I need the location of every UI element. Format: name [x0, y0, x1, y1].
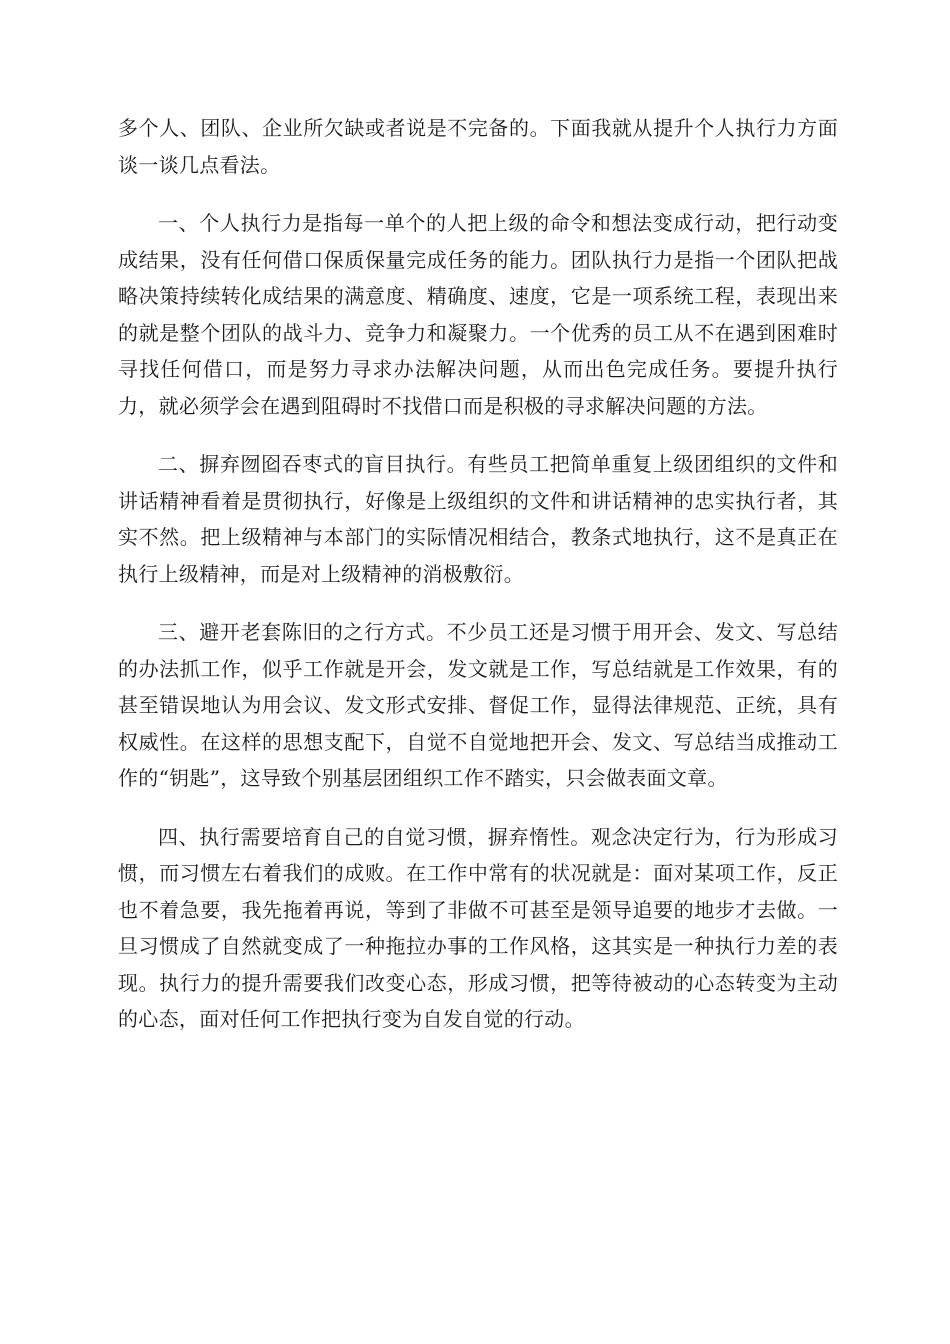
paragraph-point-three: 三、避开老套陈旧的之行方式。不少员工还是习惯于用开会、发文、写总结的办法抓工作，似乎工作就是开会，发文就是工作，写总结就是工作效果，有的甚至错误地认为用会议、发文形式安排、督促工作，显得法律规范、正统，具有权威性。在这样的思想支配下，自觉不自觉地把开会、发文、写总结当成推动工作的“钥匙”，这导致个别基层团组织工作不踏实，只会做表面文章。 — [118, 620, 838, 790]
paragraph-point-two: 二、摒弃囫囵吞枣式的盲目执行。有些员工把简单重复上级团组织的文件和讲话精神看着是贯彻执行，好像是上级组织的文件和讲话精神的忠实执行者，其实不然。把上级精神与本部门的实际情况相结合，教条式地执行，这不是真正在执行上级精神，而是对上级精神的消极敷衍。 — [118, 452, 838, 586]
document-body — [118, 110, 838, 1060]
paragraph-point-four: 四、执行需要培育自己的自觉习惯，摒弃惰性。观念决定行为，行为形成习惯，而习惯左右着我们的成败。在工作中常有的状况就是：面对某项工作，反正也不着急要，我先拖着再说，等到了非做不可甚至是领导追要的地步才去做。一旦习惯成了自然就变成了一种拖拉办事的工作风格，这其实是一种执行力差的表现。执行力的提升需要我们改变心态，形成习惯，把等待被动的心态转变为主动的心态，面对任何工作把执行变为自发自觉的行动。 — [118, 824, 838, 1031]
paragraph-intro-continuation: 多个人、团队、企业所欠缺或者说是不完备的。下面我就从提升个人执行力方面谈一谈几点看法。 — [118, 116, 838, 177]
paragraph-point-one: 一、个人执行力是指每一单个的人把上级的命令和想法变成行动，把行动变成结果，没有任何借口保质保量完成任务的能力。团队执行力是指一个团队把战略决策持续转化成结果的满意度、精确度、速度，它是一项系统工程，表现出来的就是整个团队的战斗力、竞争力和凝聚力。一个优秀的员工从不在遇到困难时寻找任何借口，而是努力寻求办法解决问题，从而出色完成任务。要提升执行力，就必须学会在遇到阻碍时不找借口而是积极的寻求解决问题的方法。 — [118, 211, 838, 418]
